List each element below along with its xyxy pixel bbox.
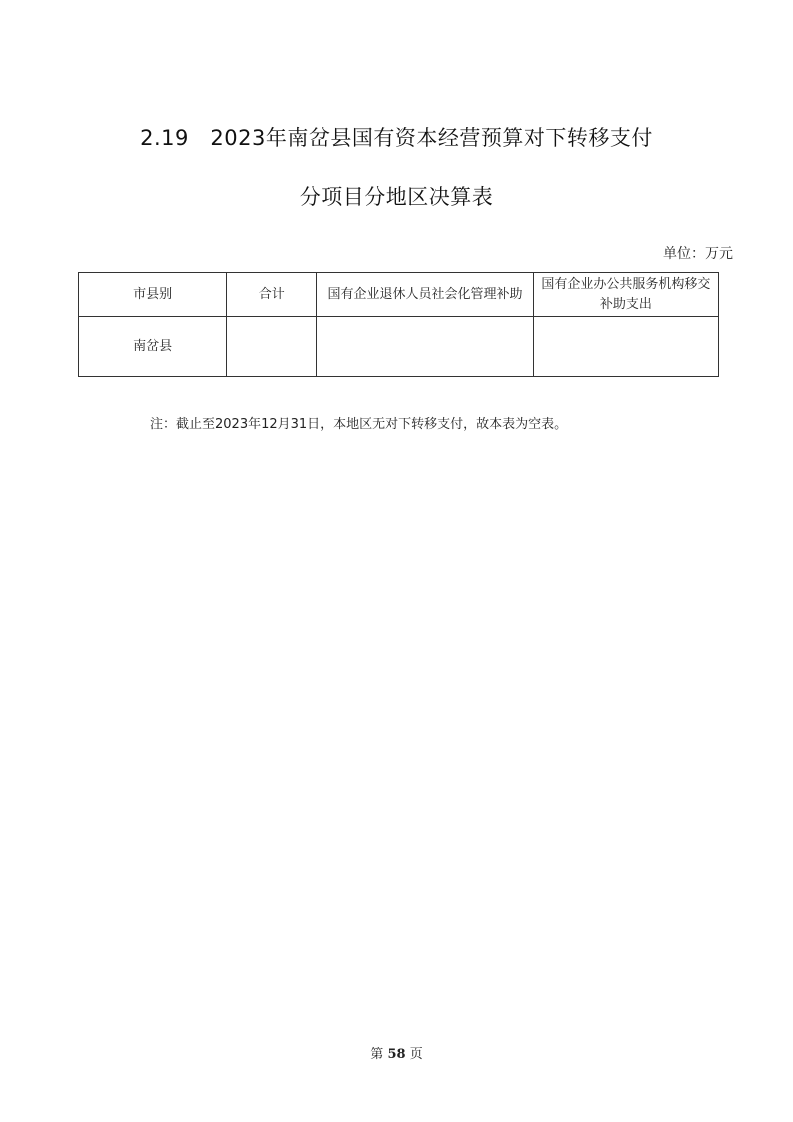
- report-table: [78, 272, 719, 377]
- table-header-row: [79, 273, 719, 317]
- cell-public-service-subsidy: [533, 317, 718, 377]
- header-region: 市县别: [79, 273, 227, 317]
- page-suffix: 页: [409, 1047, 423, 1062]
- page-number: [0, 1043, 793, 1062]
- cell-total: [227, 317, 317, 377]
- cell-retiree-subsidy: [317, 317, 533, 377]
- header-public-service-subsidy: 国有企业办公共服务机构移交补助支出: [533, 273, 718, 317]
- header-retiree-subsidy: 国有企业退休人员社会化管理补助: [317, 273, 533, 317]
- cell-region: 南岔县: [79, 317, 227, 377]
- table-row: [79, 317, 719, 377]
- document-title-line-1: 2.19 2023年南岔县国有资本经营预算对下转移支付: [140, 126, 653, 150]
- page-prefix: 第: [370, 1047, 384, 1062]
- document-title-line-2: 分项目分地区决算表: [299, 185, 494, 209]
- unit-label: 单位：万元: [663, 246, 733, 262]
- header-total: 合计: [227, 273, 317, 317]
- page-value: 58: [387, 1047, 406, 1062]
- footnote: 注：截止至2023年12月31日，本地区无对下转移支付，故本表为空表。: [150, 417, 568, 432]
